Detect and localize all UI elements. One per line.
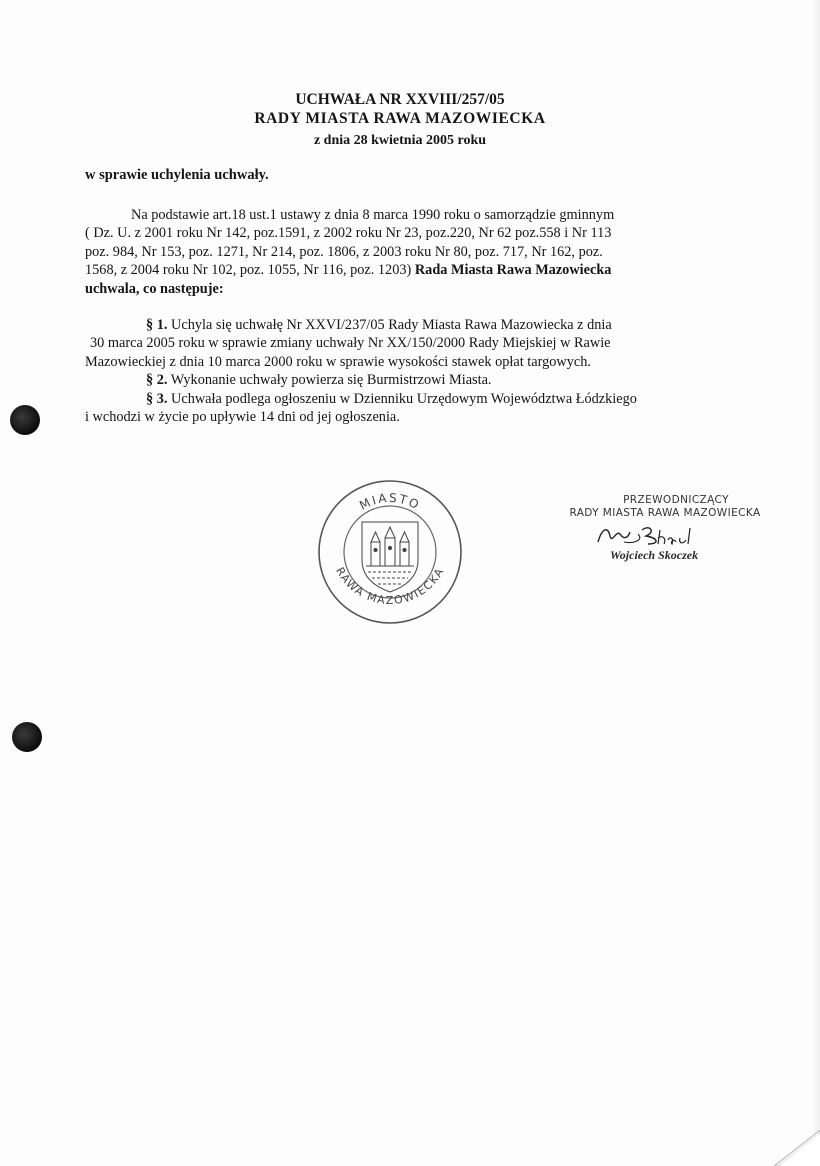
council-stamp-name: RADY MIASTA RAWA MAZOWIECKA	[569, 507, 761, 519]
legal-basis-line-with-council	[85, 261, 713, 279]
paragraph-1-text: Uchyla się uchwałę Nr XXVI/237/05 Rady Miasta Rawa Mazowiecka z dnia	[167, 317, 612, 333]
punch-hole	[12, 722, 42, 752]
resolution-subject: w sprawie uchylenia uchwały.	[85, 167, 269, 183]
chairman-signature-block	[560, 494, 770, 563]
folded-corner	[770, 1130, 820, 1166]
chairman-title: PRZEWODNICZĄCY	[623, 494, 729, 506]
paragraph-3-line: i wchodzi w życie po upływie 14 dni od jej ogłoszenia.	[85, 409, 400, 426]
paragraph-3-first-line	[85, 390, 713, 408]
handwritten-signature	[594, 522, 714, 548]
signer-name: Wojciech Skoczek	[610, 548, 699, 562]
paragraph-1-line: 30 marca 2005 roku w sprawie zmiany uchwały Nr XX/150/2000 Rady Miejskiej w Rawie	[90, 335, 611, 352]
legal-basis	[85, 206, 713, 298]
resolution-date: z dnia 28 kwietnia 2005 roku	[313, 133, 487, 148]
paragraph-2	[85, 371, 713, 389]
legal-basis-line: Na podstawie art.18 ust.1 ustawy z dnia 8 marca 1990 roku o samorządzie gminnym	[131, 207, 615, 223]
seal-bottom-text: RAWA MAZOWIECKA	[333, 565, 447, 608]
paragraph-3-mark: § 3.	[146, 390, 168, 407]
legal-basis-line: poz. 984, Nr 153, poz. 1271, Nr 214, poz. 1806, z 2003 roku Nr 80, poz. 717, Nr 162, poz.	[85, 243, 603, 260]
council-name: RADY MIASTA RAWA MAZOWIECKA	[254, 110, 546, 127]
resolution-number: UCHWAŁA NR XXVIII/257/05	[295, 91, 505, 108]
paragraph-1-first-line	[85, 316, 713, 334]
paragraph-3-text: Uchwała podlega ogłoszeniu w Dzienniku Urzędowym Województwa Łódzkiego	[167, 390, 637, 407]
seal-top-text: MIASTO	[357, 490, 423, 513]
paragraph-2-text: Wykonanie uchwały powierza się Burmistrzowi Miasta.	[167, 372, 492, 389]
city-seal	[316, 478, 464, 626]
punch-hole	[10, 405, 40, 435]
legal-basis-line: 1568, z 2004 roku Nr 102, poz. 1055, Nr 116, poz. 1203)	[85, 262, 412, 279]
page-edge-shadow	[812, 0, 820, 1166]
paragraph-1-mark: § 1.	[146, 317, 168, 333]
coat-of-arms-icon	[362, 522, 418, 592]
council-decides: Rada Miasta Rawa Mazowiecka	[414, 262, 612, 279]
resolution-body	[85, 316, 713, 426]
resolves-clause: uchwala, co następuje:	[85, 280, 224, 297]
paragraph-2-mark: § 2.	[146, 372, 168, 389]
paragraph-1-line: Mazowieckiej z dnia 10 marca 2000 roku w sprawie wysokości stawek opłat targowych.	[85, 353, 591, 370]
legal-basis-line: ( Dz. U. z 2001 roku Nr 142, poz.1591, z 2002 roku Nr 23, poz.220, Nr 62 poz.558 i Nr 113	[85, 225, 612, 242]
